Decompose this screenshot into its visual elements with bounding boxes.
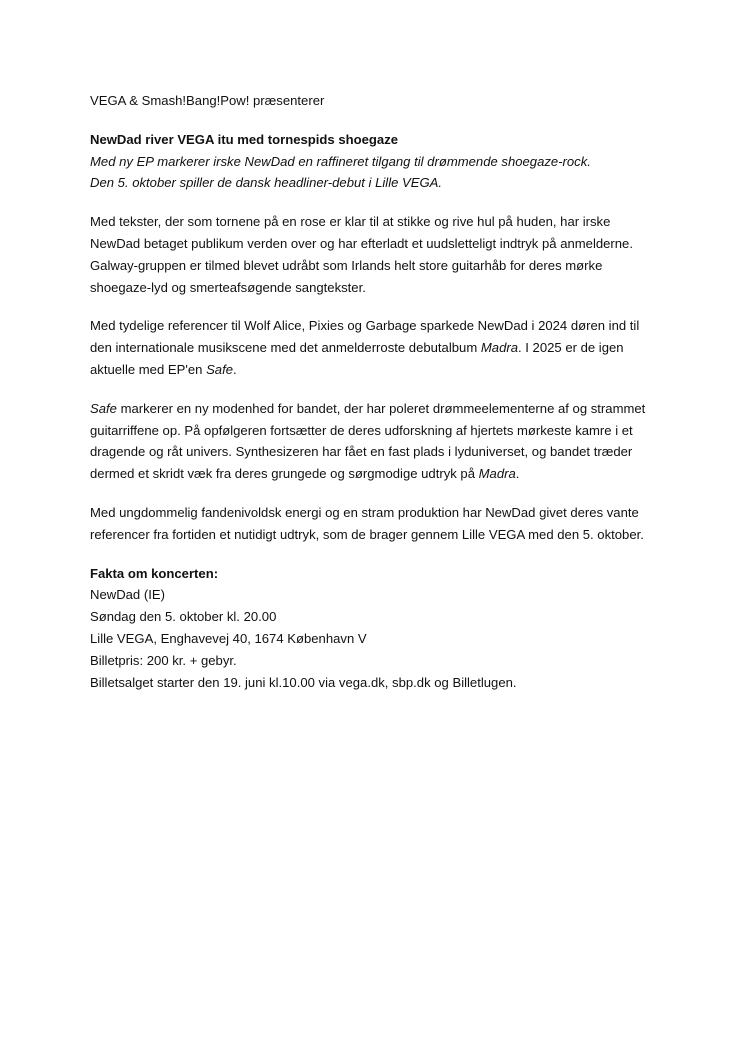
subheading-line-2: Den 5. oktober spiller de dansk headliner-debut i Lille VEGA. (90, 175, 443, 191)
body-paragraph-1: Med tekster, der som tornene på en rose er klar til at stikke og rive hul på huden, har irske NewDad betaget publikum verden over og har efterladt et uudsletteligt indtryk på anmelderne. Galway-gruppen er tilmed blevet udråbt som Irlands helt store guitarhåb for deres mørke shoegaze-lyd og smerteafsøgende sangtekster. (90, 214, 633, 295)
facts-price: Billetpris: 200 kr. + gebyr. (90, 652, 237, 668)
ep-title: Safe (90, 400, 117, 416)
body-paragraph-3 (90, 398, 660, 485)
paragraph-3-text-1: markerer en ny modenhed for bandet, der har poleret drømmeelementerne af og strammet guitarriffene op. På opfølgeren fortsætter de deres udforskning af hjertets mørkeste kamre i et dragende og råt univers. Synthesizeren har fået en fast plads i lyduniverset, og bandet træder dermed et skridt væk fra deres grungede og sørgmodige udtryk på (90, 400, 646, 482)
facts-title: Fakta om koncerten: (90, 565, 219, 581)
facts-artist: NewDad (IE) (90, 587, 165, 603)
paragraph-2-text-1: Med tydelige referencer til Wolf Alice, Pixies og Garbage sparkede NewDad i 2024 døren ind til den internationale musikscene med det anmelderroste debutalbum (90, 318, 640, 356)
paragraph-2-text-3: . (233, 361, 237, 377)
body-paragraph-2 (90, 315, 660, 380)
headline: NewDad river VEGA itu med tornespids shoegaze (90, 131, 399, 147)
body-paragraph-4: Med ungdommelig fandenivoldsk energi og en stram produktion har NewDad givet deres vante referencer fra fortiden et nutidigt udtryk, som de brager gennem Lille VEGA med den 5. oktober. (90, 504, 644, 542)
subheading (90, 151, 660, 195)
ep-title: Safe (206, 361, 233, 377)
press-release-document (90, 90, 660, 693)
subheading-line-1: Med ny EP markerer irske NewDad en raffineret tilgang til drømmende shoegaze-rock. (90, 153, 591, 169)
paragraph-2-text-2: . I 2025 er de igen aktuelle med EP'en (90, 340, 624, 377)
album-title: Madra (478, 466, 516, 482)
presenter-line: VEGA & Smash!Bang!Pow! præsenterer (90, 93, 325, 108)
paragraph-3-text-2: . (515, 466, 520, 482)
facts-date: Søndag den 5. oktober kl. 20.00 (90, 609, 277, 625)
album-title: Madra (480, 340, 518, 356)
concert-facts (90, 563, 660, 694)
facts-venue: Lille VEGA, Enghavevej 40, 1674 København V (90, 630, 367, 646)
facts-ticket-sale: Billetsalget starter den 19. juni kl.10.00 via vega.dk, sbp.dk og Billetlugen. (90, 674, 517, 690)
